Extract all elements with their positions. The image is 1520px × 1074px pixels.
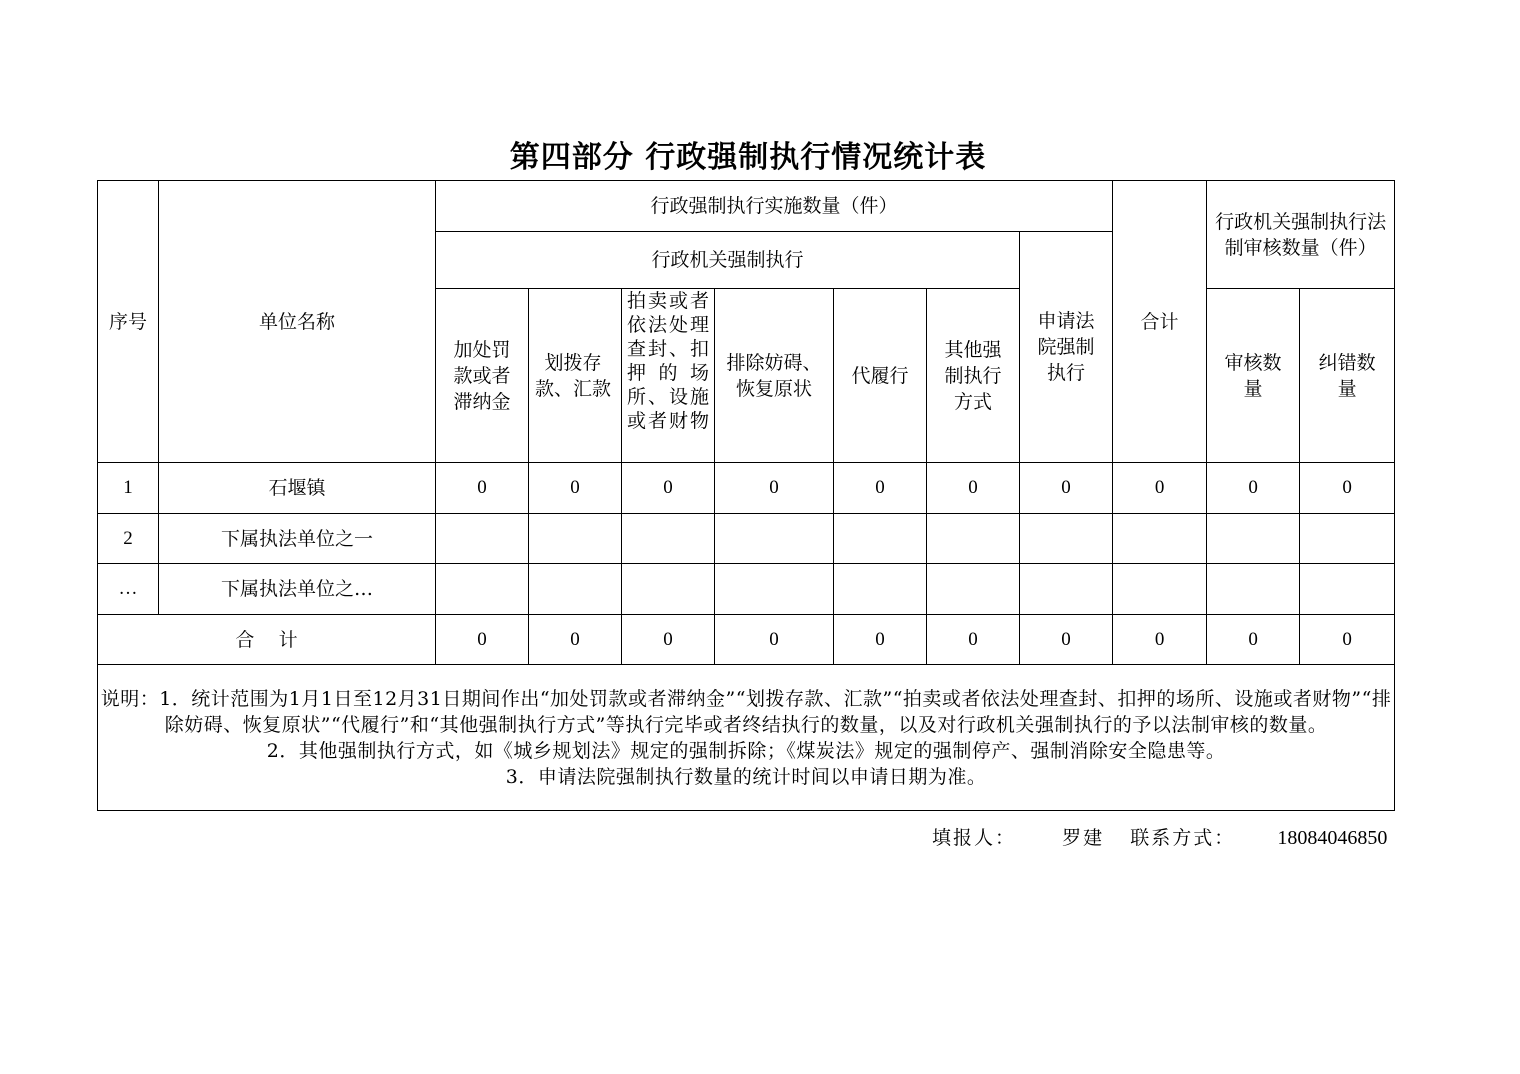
cell-value: [715, 564, 834, 615]
header-fine: 加处罚款或者滞纳金: [436, 289, 529, 463]
cell-value: 0: [1020, 463, 1113, 514]
table-row: [98, 463, 1395, 514]
cell-value: [1020, 514, 1113, 564]
cell-value: [1300, 564, 1395, 615]
sum-value: 0: [622, 615, 715, 665]
cell-value: [927, 514, 1020, 564]
header-seq: 序号: [98, 181, 159, 463]
cell-value: 0: [1300, 463, 1395, 514]
table-row: [98, 514, 1395, 564]
cell-value: [715, 514, 834, 564]
header-review-quantity: 审核数量: [1207, 289, 1300, 463]
cell-value: [834, 564, 927, 615]
footer: [932, 823, 1387, 850]
header-admin-enforcement: 行政机关强制执行: [436, 232, 1020, 289]
note-line: 说明：1．统计范围为1月1日至12月31日期间作出“加处罚款或者滞纳金”“划拨存款、汇款”“拍卖或者依法处理查封、扣押的场所、设施或者财物”“排除妨碍、恢复原状”“代履行”和“其他强制执行方式”等执行完毕或者终结执行的数量，以及对行政机关强制执行的予以法制审核的数量。: [100, 687, 1392, 736]
cell-value: 0: [834, 463, 927, 514]
cell-value: 0: [715, 463, 834, 514]
cell-value: [529, 564, 622, 615]
note-line: 3．申请法院强制执行数量的统计时间以申请日期为准。: [505, 765, 987, 788]
cell-value: 0: [1113, 463, 1207, 514]
sum-value: 0: [1300, 615, 1395, 665]
cell-value: [1207, 564, 1300, 615]
note-line: 2．其他强制执行方式，如《城乡规划法》规定的强制拆除；《煤炭法》规定的强制停产、强制消除安全隐患等。: [266, 739, 1226, 762]
statistics-table: [97, 180, 1395, 811]
header-other-methods: 其他强制执行方式: [927, 289, 1020, 463]
reporter-name: 罗建: [1062, 827, 1105, 849]
cell-value: [622, 564, 715, 615]
row-unit-name: 下属执法单位之一: [159, 514, 436, 564]
page-title: 第四部分 行政强制执行情况统计表: [509, 140, 987, 175]
table-row: [98, 564, 1395, 615]
sum-value: 0: [927, 615, 1020, 665]
cell-value: [834, 514, 927, 564]
cell-value: [529, 514, 622, 564]
cell-value: [436, 514, 529, 564]
cell-value: 0: [1207, 463, 1300, 514]
cell-value: [927, 564, 1020, 615]
sum-value: 0: [1020, 615, 1113, 665]
sum-value: 0: [1113, 615, 1207, 665]
cell-value: 0: [927, 463, 1020, 514]
header-total: 合计: [1113, 181, 1207, 463]
cell-value: [622, 514, 715, 564]
notes: [98, 665, 1395, 811]
header-substitute: 代履行: [834, 289, 927, 463]
sum-value: 0: [1207, 615, 1300, 665]
contact-label: 联系方式：: [1130, 827, 1236, 849]
contact-phone: 18084046850: [1277, 827, 1388, 849]
row-seq: 1: [98, 463, 159, 514]
header-correction-quantity: 纠错数量: [1300, 289, 1395, 463]
header-court-enforcement: 申请法院强制执行: [1020, 232, 1113, 463]
header-remove-obstruction: 排除妨碍、恢复原状: [715, 289, 834, 463]
header-unit-name: 单位名称: [159, 181, 436, 463]
row-unit-name: 石堰镇: [159, 463, 436, 514]
cell-value: 0: [529, 463, 622, 514]
sum-row: [98, 615, 1395, 665]
cell-value: 0: [436, 463, 529, 514]
reporter-label: 填报人：: [932, 827, 1017, 849]
row-unit-name: 下属执法单位之…: [159, 564, 436, 615]
header-implementation-count: 行政强制执行实施数量（件）: [436, 181, 1113, 232]
cell-value: [436, 564, 529, 615]
cell-value: [1300, 514, 1395, 564]
header-transfer: 划拨存款、汇款: [529, 289, 622, 463]
sum-value: 0: [529, 615, 622, 665]
cell-value: [1113, 564, 1207, 615]
header-auction: 拍卖或者依法处理查封、扣押的场所、设施或者财物: [622, 289, 715, 463]
sum-label: 合 计: [98, 615, 436, 665]
row-seq: 2: [98, 514, 159, 564]
sum-value: 0: [436, 615, 529, 665]
row-seq: …: [98, 564, 159, 615]
cell-value: [1207, 514, 1300, 564]
cell-value: [1020, 564, 1113, 615]
sum-value: 0: [715, 615, 834, 665]
cell-value: 0: [622, 463, 715, 514]
cell-value: [1113, 514, 1207, 564]
header-review-count: 行政机关强制执行法制审核数量（件）: [1207, 181, 1395, 289]
sum-value: 0: [834, 615, 927, 665]
